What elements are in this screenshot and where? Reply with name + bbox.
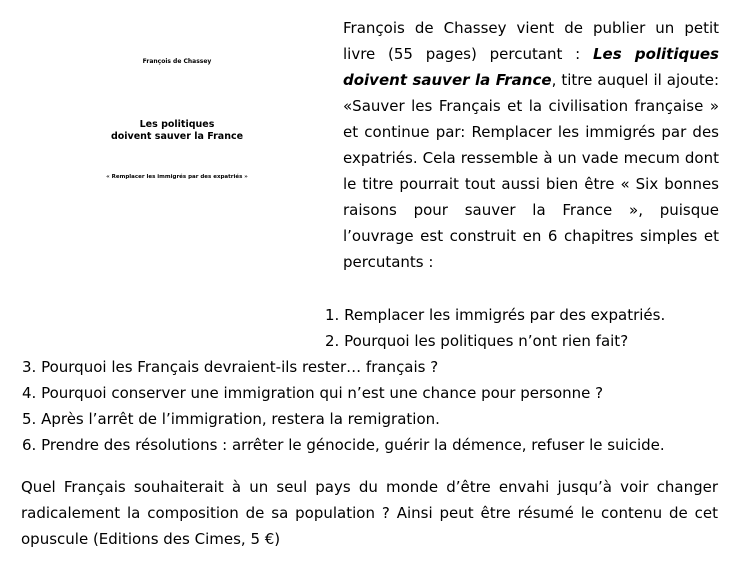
conclusion-paragraph: Quel Français souhaiterait à un seul pays du monde d’être envahi jusqu’à voir changer radicalement la composition de sa population ? Ainsi peut être résumé le contenu de cet opuscule (Editions des Cimes, 5 €) <box>21 478 718 548</box>
intro-paragraph <box>343 15 719 275</box>
cover-subtitle: « Remplacer les immigrés par des expatriés » <box>106 174 248 180</box>
cover-title-line-2: doivent sauver la France <box>110 131 244 142</box>
chapter-item-2: 2. Pourquoi les politiques n’ont rien fait? <box>325 332 629 350</box>
cover-author: François de Chassey <box>142 58 212 65</box>
intro-text-after: , titre auquel il ajoute: «Sauver les Français et la civilisation française » et continue par: Remplacer les immigrés par des expatriés. Cela ressemble à un vade mecum dont le titre pourrait tout aussi bien être « Six bonnes raisons pour sauver la France », puisque l’ouvrage est construit en 6 chapitres simples et percutants : <box>343 71 719 271</box>
chapter-item-6: 6. Prendre des résolutions : arrêter le génocide, guérir la démence, refuser le suicide. <box>22 436 665 454</box>
book-cover <box>52 40 302 210</box>
book-title: Les politiques doivent sauver la France <box>343 45 719 89</box>
intro-text-before: François de Chassey vient de publier un petit livre (55 pages) percutant : <box>343 19 719 63</box>
chapter-item-4: 4. Pourquoi conserver une immigration qui n’est une chance pour personne ? <box>22 384 604 402</box>
chapter-item-3: 3. Pourquoi les Français devraient-ils rester… français ? <box>22 358 439 376</box>
cover-title <box>52 119 302 143</box>
chapter-item-1: 1. Remplacer les immigrés par des expatriés. <box>325 306 666 324</box>
cover-title-line-1: Les politiques <box>139 119 215 130</box>
chapter-item-5: 5. Après l’arrêt de l’immigration, restera la remigration. <box>22 410 440 428</box>
